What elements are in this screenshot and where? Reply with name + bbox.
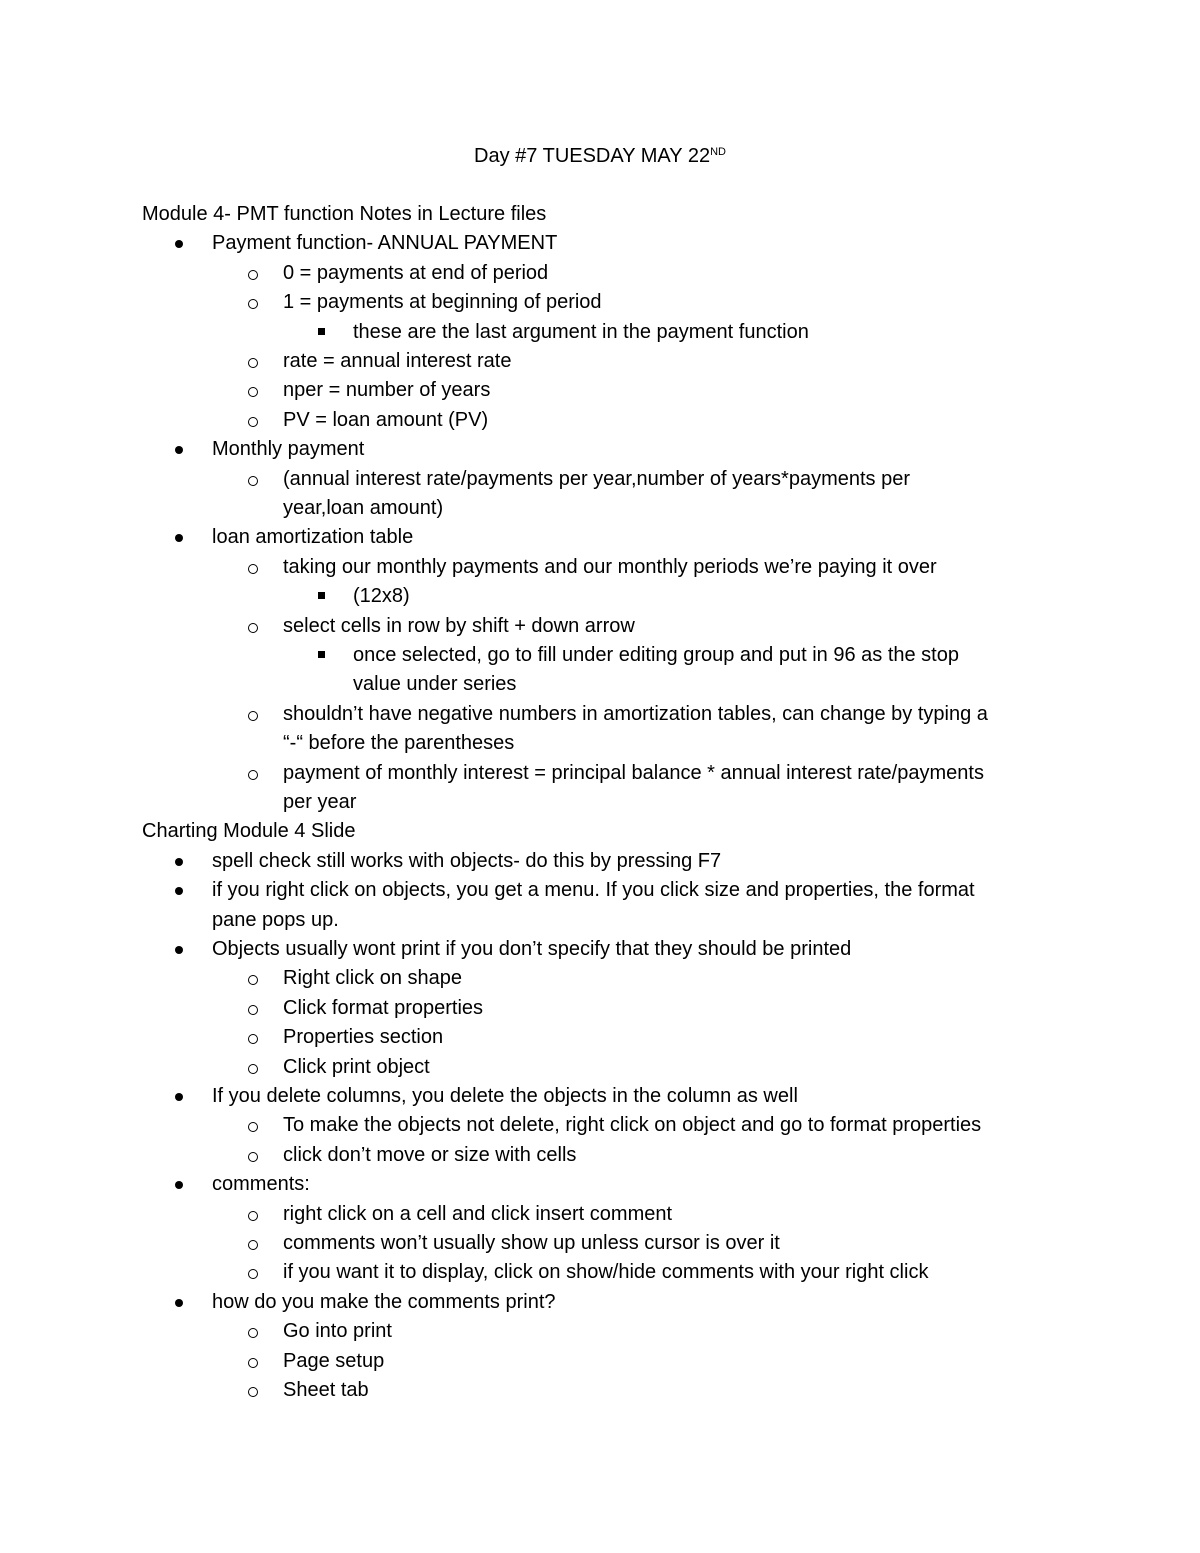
list-item-level-1: pane pops up. [212,908,339,931]
list-item-level-2: if you want it to display, click on show/hide comments with your right click [283,1261,929,1284]
list-item-level-2: nper = number of years [283,379,491,402]
list-item-level-2: click don’t move or size with cells [283,1143,577,1166]
bullet-circle-icon [248,1122,258,1132]
bullet-square-icon [318,651,325,658]
bullet-circle-icon [248,387,258,397]
list-item-level-2: “-“ before the parentheses [283,732,515,755]
list-item-level-1: how do you make the comments print? [212,1290,556,1313]
bullet-circle-icon [248,1034,258,1044]
list-item-level-2: To make the objects not delete, right click on object and go to format properties [283,1114,982,1137]
list-item-level-1: comments: [212,1173,310,1196]
bullet-circle-icon [248,975,258,985]
bullet-circle-icon [248,1064,258,1074]
bullet-dot-icon [175,1299,183,1307]
bullet-circle-icon [248,1211,258,1221]
section-heading: Charting Module 4 Slide [142,820,356,843]
bullet-circle-icon [248,711,258,721]
list-item-level-2: Right click on shape [283,967,462,990]
list-item-level-1: loan amortization table [212,526,414,549]
bullet-square-icon [318,592,325,599]
bullet-circle-icon [248,1152,258,1162]
list-item-level-2: Properties section [283,1026,444,1049]
list-item-level-1: If you delete columns, you delete the objects in the column as well [212,1085,798,1107]
bullet-circle-icon [248,564,258,574]
bullet-circle-icon [248,1387,258,1397]
bullet-dot-icon [175,946,183,954]
list-item-level-2: taking our monthly payments and our monthly periods we’re paying it over [283,555,937,578]
section-heading: Module 4- PMT function Notes in Lecture files [142,203,547,225]
bullet-dot-icon [175,858,183,866]
bullet-circle-icon [248,358,258,368]
bullet-circle-icon [248,1328,258,1338]
bullet-dot-icon [175,534,183,542]
bullet-circle-icon [248,1005,258,1015]
bullet-circle-icon [248,270,258,280]
list-item-level-2: right click on a cell and click insert comment [283,1202,673,1225]
bullet-circle-icon [248,299,258,309]
list-item-level-1: Monthly payment [212,438,365,461]
bullet-dot-icon [175,1181,183,1189]
title-superscript: ND [710,146,726,158]
list-item-level-1: Payment function- ANNUAL PAYMENT [212,232,558,255]
list-item-level-2: Click format properties [283,996,484,1019]
list-item-level-2: year,loan amount) [283,497,444,519]
list-item-level-2: 1 = payments at beginning of period [283,291,602,314]
bullet-dot-icon [175,446,183,454]
bullet-dot-icon [175,1093,183,1101]
title-text: Day #7 TUESDAY MAY 22 [474,145,711,167]
list-item-level-2: Click print object [283,1055,430,1078]
list-item-level-2: shouldn’t have negative numbers in amortization tables, can change by typing a [283,702,988,725]
list-item-level-3: these are the last argument in the payment function [353,320,809,343]
bullet-square-icon [318,328,325,335]
bullet-circle-icon [248,417,258,427]
list-item-level-2: payment of monthly interest = principal balance * annual interest rate/payments [283,761,984,784]
bullet-circle-icon [248,1269,258,1279]
list-item-level-2: comments won’t usually show up unless cursor is over it [283,1232,780,1254]
list-item-level-2: Sheet tab [283,1379,369,1401]
list-item-level-1: Objects usually wont print if you don’t specify that they should be printed [212,938,852,960]
page-title [0,142,1200,170]
bullet-dot-icon [175,887,183,895]
list-item-level-2: rate = annual interest rate [283,350,512,372]
bullet-circle-icon [248,770,258,780]
bullet-circle-icon [248,623,258,633]
list-item-level-2: select cells in row by shift + down arrow [283,614,635,637]
bullet-circle-icon [248,476,258,486]
bullet-circle-icon [248,1240,258,1250]
list-item-level-2: (annual interest rate/payments per year,number of years*payments per [283,467,910,490]
bullet-dot-icon [175,240,183,248]
list-item-level-3: (12x8) [353,585,410,608]
list-item-level-2: per year [283,791,357,813]
list-item-level-2: Page setup [283,1349,385,1372]
list-item-level-2: PV = loan amount (PV) [283,408,489,431]
list-item-level-2: 0 = payments at end of period [283,261,549,284]
list-item-level-2: Go into print [283,1320,392,1343]
list-item-level-1: spell check still works with objects- do this by pressing F7 [212,849,722,872]
list-item-level-3: value under series [353,673,517,696]
bullet-circle-icon [248,1358,258,1368]
list-item-level-3: once selected, go to fill under editing group and put in 96 as the stop [353,644,959,666]
list-item-level-1: if you right click on objects, you get a menu. If you click size and properties, the format [212,879,975,902]
